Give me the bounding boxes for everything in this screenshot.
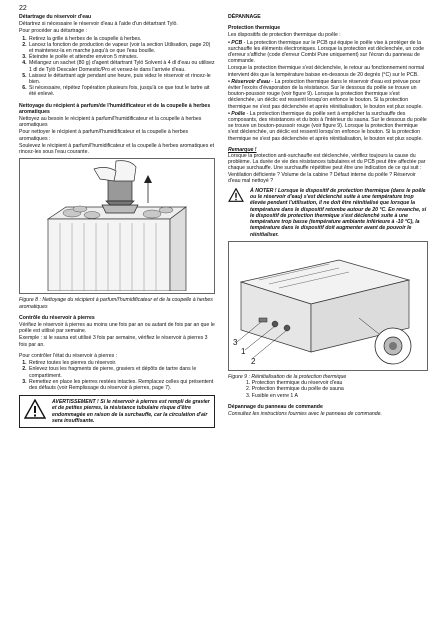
cleaning-p3: Soulevez le récipient à parfum/l'humidificateur et la coupelle à herbes aromatiques et rincez-les sous l'eau courante. [19, 142, 215, 156]
label-1: 1 [241, 346, 246, 356]
left-column [19, 14, 215, 428]
stone-check-p1: Vérifiez le réservoir à pierres au moins une fois par an ou autant de fois par an que le poêle est utilisé par semaine. [19, 322, 215, 335]
stone-check-p2: Exemple : si le sauna est utilisé 3 fois par semaine, vérifiez le réservoir à pierres 3 fois par an. [19, 335, 208, 348]
cleaning-title: Nettoyage du récipient à parfum/de l'humidificateur et de la coupelle à herbes aromatiques [19, 102, 211, 115]
note-text: À NOTER ! Lorsque le dispositif de protection thermique (dans le poêle ou le réservoir d'eau) s'est déclenché suite à une température trop élevée pendant l'utilisation, il ne doit être réinitialisé que lorsque la température dans le dispositif retombe autour de 20 °C. En revanche, si le dispositif de protection thermique s'est déclenché suite à une température trop basse (température ambiante inférieure à -10 °C), la température dans le dispositif doit augmenter avant de pouvoir le réinitialiser. [250, 188, 427, 238]
figure-8-caption: Figure 8 : Nettoyage du récipient à parfum/l'humidificateur et de la coupelle à herbes aromatiques [19, 297, 213, 310]
warning-triangle-icon [228, 188, 244, 204]
remark-title: Remarque ! [228, 146, 257, 153]
descaling-steps-intro: Pour procéder au détartrage : [19, 28, 88, 35]
warning-box [19, 395, 215, 428]
heater-label: • Poêle [228, 110, 246, 117]
remark-text: Lorsque la protection anti-surchauffe est déclenchée, vérifiez toujours la cause du problème. La durée de vie des résistances tubulaires et du PCB peut être affectée par chaque surchauffe. Une surchauffe répétitive peut être une indication de ce qui suit : Ventilation déficiente ? Volume de la cabine ? Défaut interne du poêle ? Réservoir d'eau mal nettoyé ? [228, 153, 426, 184]
figure-9 [228, 241, 428, 399]
list-item: 2. Lancez la fonction de production de vapeur (voir la section Utilisation, page 20) et maintenez-la en marche jusqu'à ce que l'eau bouille. [28, 42, 215, 54]
reservoir-paragraph [228, 79, 428, 110]
list-item: 3. Fusible en verre 1 A [246, 392, 298, 399]
stone-check-steps [19, 360, 215, 391]
list-item: 1. Protection thermique du réservoir d'eau [246, 380, 343, 387]
reservoir-label: • Réservoir d'eau [228, 78, 270, 85]
descaling-intro: Détartrez si nécessaire le réservoir d'eau à l'aide d'un détartrant Tylö. [19, 21, 178, 28]
descaling-steps [19, 36, 215, 98]
warning-triangle-icon [24, 399, 46, 421]
list-item: 4. Mélangez un sachet (80 g) d'agent détartrant Tylö Solvent à 4 dl d'eau ou utilisez 1 dl de Tylö Descaler Domestic/Pro et versez-le dans l'arrivée d'eau. [28, 60, 215, 72]
figure-8 [19, 158, 215, 310]
list-item: 1. Retirez toutes les pierres du réservoir. [28, 360, 215, 366]
sauna-heater-cleaning-drawing [20, 159, 214, 291]
note-box [228, 188, 428, 238]
heater-paragraph [228, 111, 428, 142]
list-item: 3. Éteindre le poêle et attendre environ 5 minutes. [28, 54, 215, 60]
list-item: 1. Retirez la grille à herbes de la coupelle à herbes. [28, 36, 215, 42]
pcb-text: - La protection thermique sur le PCB qui équipe le poêle vise à protéger de la surchauffe les éléments électroniques. Lorsque la protection est déclenchée, un code d'erreur s'affiche (code d'erreur Combi Pure uniquement) sur l'écran du panneau de commande. [228, 39, 425, 65]
figure-8-illustration [19, 158, 215, 294]
reservoir-text: - La protection thermique dans le réservoir d'eau est prévue pour éviter l'excès d'évaporation de la résistance. Sur le dessous du poêle se trouve un bouton-poussoir rouge (voir figure 9). Lorsque la protection thermique s'est déclenchée, un déclic est ressenti lorsqu'on enfonce le bouton. Si la protection thermique ne s'est pas déclenchée et après réinitialisation, le bouton est plus souple. [228, 78, 423, 110]
cleaning-p1: Nettoyez au besoin le récipient à parfum/l'humidificateur et la coupelle à herbes aromatiques [19, 116, 202, 129]
pcb-paragraph [228, 40, 428, 65]
pcb-text-2: Lorsque la protection thermique s'est déclenchée, le retour au fonctionnement normal intervient dès que la température baisse en-dessous de 20 degrés (°C) sur le PCB. [228, 65, 425, 78]
control-panel-text: Consultez les instructions fournies avec le panneau de commande. [228, 410, 382, 417]
list-item: 6. Si nécessaire, répétez l'opération plusieurs fois, jusqu'à ce que tout le tartre ait été enlevé. [28, 85, 215, 97]
figure-9-illustration [228, 241, 428, 371]
descaling-title: Détartrage du réservoir d'eau [19, 14, 92, 20]
heater-underside-drawing [229, 242, 427, 368]
figure-9-legend [228, 380, 428, 399]
list-item: 2. Protection thermique du poêle de sauna [246, 386, 344, 393]
pcb-label: • PCB [228, 39, 243, 46]
label-2: 2 [251, 356, 256, 366]
list-item: 5. Laissez le détartrant agir pendant une heure, puis videz le réservoir et rincez-le bien. [28, 73, 215, 85]
cleaning-p2: Pour nettoyer le récipient à parfum/l'humidificateur et la coupelle à herbes aromatiques : [19, 129, 189, 142]
warning-text: AVERTISSEMENT ! Si le réservoir à pierres est rempli de gravier et de petites pierres, la résistance tubulaire risque d'être endommagée en raison de la surchauffe, car la circulation d'air sera insuffisante. [52, 399, 210, 424]
label-3: 3 [233, 337, 238, 347]
stone-check-steps-intro: Pour contrôler l'état du réservoir à pierres : [19, 352, 118, 359]
heater-text: - La protection thermique du poêle sert à empêcher la surchauffe des composants, des résistances et du bois à l'intérieur du sauna. Sur le dessous du poêle se trouve un bouton-poussoir rouge (voir figure 9). Lorsque la protection thermique s'est déclenchée, un déclic est ressenti lorsqu'on enfonce le bouton. Si la protection thermique ne s'est pas déclenchée et après réinitialisation, le bouton est plus souple. [228, 110, 427, 142]
list-item: 3. Remettez en place les pierres restées intactes. Remplacez celles qui présentent des défauts (voir Remplissage du réservoir à pierres, page 7). [28, 379, 215, 391]
figure-9-caption: Figure 9 : Réinitialisation de la protection thermique [228, 373, 347, 380]
thermal-protection-intro: Les dispositifs de protection thermique du poêle : [228, 32, 341, 39]
right-column [228, 14, 428, 417]
thermal-protection-title: Protection thermique [228, 25, 281, 32]
troubleshooting-title: DÉPANNAGE [228, 14, 261, 20]
list-item: 2. Enlevez tous les fragments de pierre, graviers et dépôts de tartre dans le compartiment. [28, 366, 215, 378]
page-number: 22 [19, 5, 27, 12]
control-panel-title: Dépannage du panneau de commande [228, 403, 323, 410]
stone-check-title: Contrôle du réservoir à pierres [19, 314, 95, 321]
